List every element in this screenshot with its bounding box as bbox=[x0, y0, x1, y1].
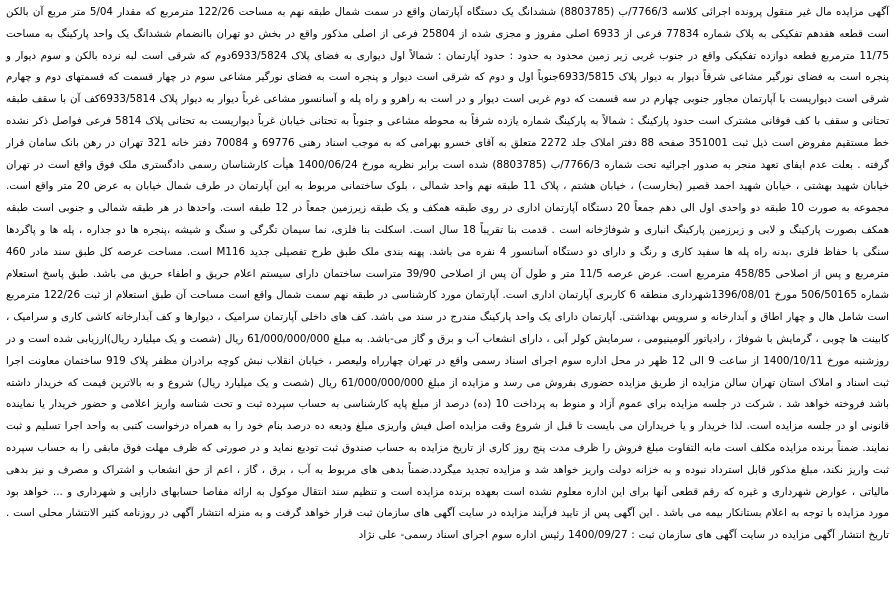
auction-notice-text: آگهی مزایده مال غیر منقول پرونده اجرائی کلاسه 7766/3/ب (8803785) ششدانگ یک دستگاه آپارتمان واقع در سمت شمال طبقه نهم به مساحت 122/26 مترمربع که مقدار 5/04 متر مربع آن بالکن است قطعه هفدهم تفکیکی به پلاک شماره 77834 فرعی از 6933 اصلی مفروز و مجزی شده از 25804 فرعی از اصلی مذکور واقع در بخش دو تهران باانضمام ششدانگ یک واحد پارکینگ به مساحت 11/75 مترمربع قطعه دوازده تفکیکی واقع در جنوب غربی زیر زمین محدود به حدود : حدود آپارتمان : شمالاً اول دیواری به فضای پلاک 6933/5824دوم که شرقی است لبه نرده بالکن و سوم دیوار و پنجره است به فضای نورگیر مشاعی شرقاً دیوار به دیوار پلاک 6933/5815جنوباً اول و دوم که شرقی است دیوار و پنجره است به فضای نورگیر مشاعی سوم در چهار قسمت که قسمتهای دوم و چهارم شرقی است دیواریست با آپارتمان مجاور جنوبی چهارم در سه قسمت که دوم غربی است دیوار و در است به راهرو و راه پله و آسانسور مشاعی غرباً دیوار به دیوار پلاک 6933/5814کف آن با سقف طبقه تحتانی و سقف با کف فوقانی مشترک است حدود پارکینگ : شمالاً به پارکینگ شماره یازده شرقاً به محوطه مشاعی و جنوباً به تحتانی خیابان غرباً دیواریست به تحتانی پلاک 5814 فرعی فواصل ذکر نشده خط مستقیم مفروض است ذیل ثبت 351001 صفحه 88 دفتر املاک جلد 2272 متعلق به آقای خسرو بهرامی که به موجب اسناد رهنی 69776 و 70084 دفتر خانه 321 تهران در رهن بانک سامان قرار گرفته . بعلت عدم ایفای تعهد منجر به صدور اجرائیه تحت شماره 7766/3/ب (8803785) شده است برابر نظریه مورخ 1400/06/24 هیأت کارشناسان رسمی دادگستری ملک فوق واقع است در تهران خیابان شهید بهشتی ، خیابان شهید احمد قصیر (بخارست) ، خیابان هشتم ، پلاک 11 طبقه نهم واحد شمالی ، بلوک ساختمانی مربوط به این آپارتمان در طرف شمال خیابان به عرض 20 متر واقع است. مجموعه به صورت 10 طبقه دو واحدی اول الی دهم جمعاً 20 دستگاه آپارتمان اداری در روی طبقه همکف و یک طبقه زیرزمین جمعاً در 12 طبقه است. واحدها در هر طبقه شمالی و جنوبی است طبقه همکف بصورت پارکینگ و لابی و زیرزمین پارکینگ انباری و شوفاژخانه است . قدمت بنا تقریباً 18 سال است. اسکلت بنا فلزی، نما سیمان تگرگی و سنگ و شیشه ،پنجره ها دو جداره ، پله ها و پاگردها سنگی با حفاظ فلزی ،بدنه راه پله ها سفید کاری و رنگ و دارای دو دستگاه آسانسور 4 نفره می باشد. پهنه بندی ملک طبق طرح تفصیلی جدید M116 است. مساحت عرصه کل طبق سند مادر 460 مترمربع و پس از اصلاحی 458/85 مترمربع است. عرض عرصه 11/5 متر و طول آن پس از اصلاحی 39/90 متراست ساختمان دارای سیستم اعلام حریق و اطفاء حریق می باشد. طبق پاسخ استعلام شماره 506/50165 مورخ 1396/08/01شهرداری منطقه 6 کاربری آپارتمان اداری است. آپارتمان مورد کارشناسی در طبقه نهم سمت شمال واقع است مساحت آن طبق استعلام از ثبت 122/26 مترمربع است شامل هال و چهار اطاق و آبدارخانه و سرویس بهداشتی. آپارتمان دارای یک واحد پارکینگ مندرج در سند می باشد. کف های داخلی آپارتمان سرامیک ، دیوارها و کف آبدارخانه کاشی کاری و سرامیک ، کابینت ها چوبی ، گرمایش با شوفاژ ، رادیاتور آلومینیومی ، سرمایش کولر آبی ، دارای انشعاب آب و برق و گاز می-باشد. به مبلغ 61/000/000/000 ریال (شصت و یک میلیارد ریال)ارزیابی شده است و در روزشنبه مورخ 1400/10/11 از ساعت 9 الی 12 ظهر در محل اداره سوم اجرای اسناد رسمی واقع در تهران چهارراه ولیعصر ، خیابان انقلاب نبش کوچه برادران مظفر پلاک 919 ساختمان معاونت اجرا ثبت اسناد و املاک استان تهران سالن مزایده از طریق مزایده حضوری بفروش می رسد و مزایده از مبلغ 61/000/000/000 ریال (شصت و یک میلیارد ریال) شروع و به بالاترین قیمت که خریدار داشته باشد فروخته خواهد شد . شرکت در جلسه مزایده برای عموم آزاد و منوط به پرداخت 10 (ده) درصد از مبلغ پایه کارشناسی به حساب سپرده ثبت و تحت شناسه واریز اعلامی و حضور خریدار یا نماینده قانونی او در جلسه مزایده است. لذا خریدار و یا خریداران می بایست تا قبل از شروع وقت مزایده اصل فیش واریزی مبلغ ودیعه ده درصد بنام خود را به همراه درخواست کتبی به واحد اجرا تسلیم و ثبت نمایند. ضمناً برنده مزایده مکلف است مابه التفاوت مبلغ فروش را ظرف مدت پنج روز کاری از تاریخ مزایده به حساب صندوق ثبت تودیع نماید و در صورتی که ظرف مهلت فوق مابقی را به حساب سپرده ثبت واریز نکند، مبلغ مذکور قابل استرداد نبوده و به خزانه دولت واریز خواهد شد و مزایده تجدید میگردد.ضمناً بدهی های مربوط به آب ، برق ، گاز ، اعم از حق انشعاب و اشتراک و مصرف و نیز بدهی مالیاتی ، عوارض شهرداری و غیره که رقم قطعی آنها برای این اداره معلوم نشده است بعهده برنده مزایده است و تنظیم سند انتقال موکول به ارائه مفاصا حسابهای دارایی و شهرداری و ... خواهد بود مورد مزایده با توجه به اعلام بستانکار بیمه می باشد . این آگهی پس از تایید فرآیند مزایده در سایت آگهی های سازمان ثبت قرار خواهد گرفت و به منزله انتشار آگهی در روزنامه کثیر الانتشار محلی است . تاریخ انتشار آگهی مزایده در سایت آگهی های سازمان ثبت : 1400/09/27 رئیس اداره سوم اجرای اسناد رسمی- علی نژاد bbox=[6, 6, 890, 542]
